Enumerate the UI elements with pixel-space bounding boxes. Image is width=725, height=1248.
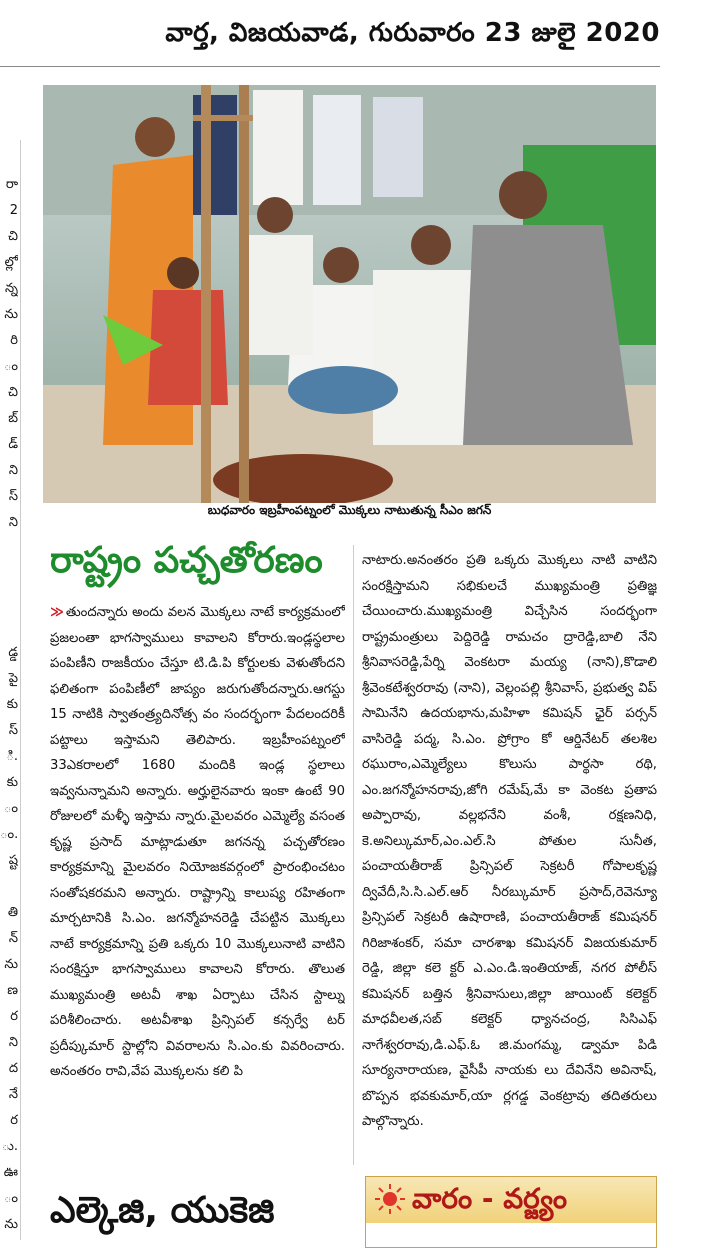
left-fragment: ను xyxy=(4,1217,18,1232)
lead-arrow-icon: ≫ xyxy=(50,605,64,620)
column-2-text: నాటారు.అనంతరం ప్రతి ఒక్కరు మొక్కలు నాటి వాటిని సంరక్షిస్తామని సభికులచే ముఖ్యమంత్రి ప్రతిజ్ఞ చేయించారు.ముఖ్యమంత్రి విచ్చేసిన సందర్భంగా రాష్ట్రమంత్రులు పెద్దిరెడ్డి రామచం ద్రారెడ్డి,బాలి నేని శ్రీనివాసరెడ్డి,పేర్ని వెంకటరా మయ్య (నాని),కొడాలి శ్రీవెంకటేశ్వరరావు (నాని), వెల్లంపల్లి శ్రీనివాస్, ప్రభుత్వ విప్ సామినేని ఉదయభాను,మహిళా కమిషన్ ఛైర్ పర్సన్ వాసిరెడ్డి పద్మ, సి.ఎం. ప్రోగ్రాం కో ఆర్డినేటర్ తలశిల రఘురాం,ఎమ్మెల్యేలు కొలుసు పార్థసా రథి, ఎం.జగన్మోహనరావు,జోగి రమేష్,మే కా వెంకట ప్రతాప అప్పారావు, వల్లభనేని వంశీ, రక్షణనిధి, కె.అనిల్కుమార్,ఎం.ఎల్.సి పోతుల సునీత, పంచాయతీరాజ్ ప్రిన్సిపల్ సెక్రటరీ గోపాలకృష్ణ ద్వివేదీ,సి.సి.ఎల్.ఆర్ నీరబ్కుమార్ ప్రసాద్,రెవెన్యూ ప్రిన్సిపల్ సెక్రటరీ ఉషారాణి, పంచాయతీరాజ్ కమిషనర్ గిరిజాశంకర్, సమా చారశాఖ కమిషనర్ విజయకుమార్ రెడ్డి, జిల్లా కలె క్టర్ ఎ.ఎం.డి.ఇంతియాజ్, నగర పోలీస్ కమిషనర్ బత్తిన శ్రీనివాసులు,జిల్లా జాయింట్ కలెక్టర్ మాధవీలత,సబ్ కలెక్టర్ ధ్యానచంద్ర, సిసిఎఫ్ నాగేశ్వరరావు,డి.ఎఫ్.ఓ జి.మంగమ్మ, డ్వామా పిడి సూర్యనారాయణ, వైసీపీ నాయకు లు దేవినేని అవినాష్, బొప్పన భవకుమార్,యా ర్లగడ్డ వెంకట్రావు తదితరులు పాల్గొన్నారు. xyxy=(362,553,657,1129)
left-fragment: చి xyxy=(8,229,18,244)
left-fragment: ి. xyxy=(6,749,18,764)
left-fragment: కు xyxy=(6,697,18,712)
left-fragment: న్ xyxy=(8,931,18,946)
left-fragment: ని xyxy=(8,463,18,478)
article-column-2 xyxy=(362,548,657,1158)
sun-icon xyxy=(374,1183,406,1215)
left-column-bottom xyxy=(0,640,18,1240)
left-fragment: ం xyxy=(3,1191,18,1206)
left-fragment: స్ xyxy=(8,723,18,738)
article-headline: రాష్ట్రం పచ్చతోరణం xyxy=(50,540,323,581)
left-fragment: ని xyxy=(8,515,18,530)
left-fragment: ర xyxy=(10,1009,18,1024)
left-fragment: స్ xyxy=(8,489,18,504)
left-fragment: రా xyxy=(5,177,18,192)
box-title: వారం - వర్జ్యం xyxy=(412,1182,568,1215)
left-fragment: నే xyxy=(8,1087,18,1102)
left-fragment: ను xyxy=(4,957,18,972)
news-photo xyxy=(43,85,656,503)
left-fragment: 2 xyxy=(9,203,18,218)
photo-caption: బుధవారం ఇబ్రహీంపట్నంలో మొక్కలు నాటుతున్న సీఎం జగన్ xyxy=(207,503,492,517)
left-fragment: రి xyxy=(10,333,18,348)
left-column-top xyxy=(0,172,18,532)
left-fragment: ను xyxy=(4,307,18,322)
left-fragment: ం xyxy=(3,801,18,816)
left-fragment: న్న xyxy=(5,281,18,296)
left-fragment xyxy=(0,874,18,900)
next-headline: ఎల్కెజి, యుకెజి xyxy=(50,1190,275,1231)
left-fragment: ు. xyxy=(1,1139,18,1154)
left-fragment: ష్ట xyxy=(8,853,18,868)
masthead-rule xyxy=(0,66,660,67)
left-fragment: ం. xyxy=(0,827,18,842)
left-fragment: ని xyxy=(8,1035,18,1050)
left-fragment: ర xyxy=(10,1113,18,1128)
left-fragment: కు xyxy=(6,775,18,790)
masthead: వార్త, విజయవాడ, గురువారం 23 జులై 2020 xyxy=(165,18,660,48)
weekly-box xyxy=(365,1176,657,1248)
left-fragment: ణ xyxy=(7,983,18,998)
left-fragment: పై xyxy=(8,671,18,686)
article-column-1 xyxy=(50,600,345,1160)
left-fragment: ద xyxy=(8,1061,18,1076)
left-fragment: ం xyxy=(3,359,18,374)
column-divider-right xyxy=(353,545,354,1165)
column-divider xyxy=(20,140,21,1240)
left-fragment: తి xyxy=(7,905,18,920)
left-fragment: చి xyxy=(8,385,18,400)
left-fragment: ల్లో xyxy=(4,255,18,270)
left-fragment: ఊ xyxy=(3,1165,18,1180)
left-fragment: డ్ xyxy=(8,437,18,452)
column-1-text: తుందన్నారు అందు వలన మొక్కలు నాటే కార్యక్రమంలో ప్రజలంతా భాగస్వాములు కావాలని కోరారు.ఇండ్లస్థలాల పంపిణీని రాజకీయం చేస్తూ టి.డి.పి కోర్టులకు వెళుతోందని ఫలితంగా పంపిణీలో జాప్యం జరుగుతోందన్నారు.ఆగస్టు 15 నాటికి స్వాతంత్ర్యదినోత్స వం సందర్భంగా పేదలందరికీ పట్టాలు ఇస్తామని తెలిపారు. ఇబ్రహీంపట్నంలో 33ఎకరాలలో 1680 మందికి ఇండ్ల స్థలాలు ఇవ్వనున్నామని అన్నారు. అర్హులైనవారు ఇంకా ఉంటే 90 రోజులలో మళ్ళీ ఇస్తామ న్నారు.మైలవరం ఎమ్మెల్యే వసంత కృష్ణ ప్రసాద్ మాట్లాడుతూ జగనన్న పచ్చతోరణం కార్యక్రమాన్ని మైలవరం నియోజకవర్గంలో ప్రారంభించటం సంతోషకరమని అన్నారు. రాష్ట్రాన్ని కాలుష్య రహితంగా మార్చటానికి సి.ఎం. జగన్మోహనరెడ్డి చేపట్టిన మొక్కలు నాటే కార్యక్రమాన్ని ప్రతి ఒక్కరు 10 మొక్కలునాటి వాటిని సంరక్షిస్తూ భాగస్వాములు కావాలని కోరారు. తొలుత ముఖ్యమంత్రి అటవీ శాఖ ఏర్పాటు చేసిన స్టాల్ను పరిశీలించారు. అటవీశాఖ ప్రిన్సిపల్ కన్సర్వే టర్ ప్రదీప్కుమార్ స్టాల్లోని వివరాలను సి.ఎం.కు వివరించారు. అనంతరం రావి,వేప మొక్కలను కలి పి xyxy=(50,605,345,1079)
tree-planting-photo xyxy=(43,85,656,503)
left-fragment: బ్ xyxy=(8,411,18,426)
left-fragment: డ్డ xyxy=(8,645,18,660)
